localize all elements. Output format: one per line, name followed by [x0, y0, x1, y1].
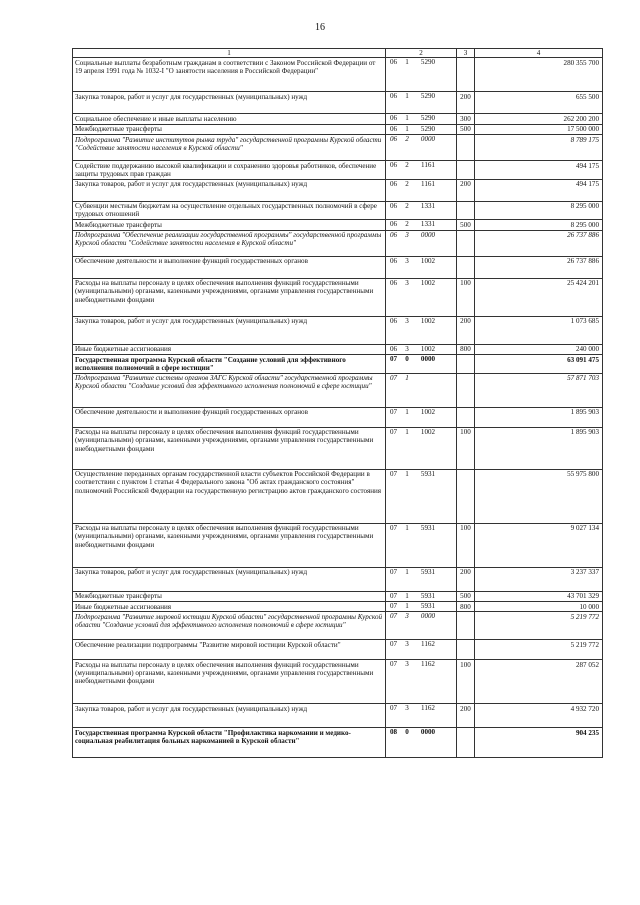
page-number: 16	[315, 22, 325, 33]
code-item: 1002	[420, 427, 436, 436]
row-amount: 8 295 000	[475, 220, 603, 230]
table-row	[73, 591, 603, 601]
row-amount: 57 871 703	[475, 373, 603, 407]
column-header-3: 3	[457, 49, 475, 58]
row-expense-type	[457, 612, 475, 640]
table-row	[73, 704, 603, 728]
code-subsection: 1	[405, 373, 409, 382]
table-row	[73, 58, 603, 92]
code-section: 07	[389, 567, 398, 576]
row-name: Подпрограмма "Развитие институтов рынка труда" государственной программы Курской области "Содействие занятости населения в Курской области"	[73, 134, 386, 160]
table-row	[73, 407, 603, 427]
code-section: 07	[389, 660, 398, 669]
row-code	[386, 567, 457, 591]
row-amount: 904 235	[475, 728, 603, 758]
table-row	[73, 373, 603, 407]
code-section: 06	[389, 278, 398, 287]
table-row	[73, 316, 603, 344]
row-amount: 5 219 772	[475, 612, 603, 640]
row-code	[386, 256, 457, 278]
code-item: 1331	[420, 201, 436, 210]
row-name: Государственная программа Курской области "Создание условий для эффективного исполнения полномочий в сфере юстиции"	[73, 354, 386, 373]
row-amount: 10 000	[475, 601, 603, 611]
code-item: 0000	[420, 230, 436, 239]
code-item: 1161	[421, 160, 435, 169]
row-expense-type	[457, 407, 475, 427]
table-row	[73, 601, 603, 611]
code-subsection: 1	[405, 567, 409, 576]
code-section: 07	[389, 523, 398, 532]
row-expense-type	[457, 160, 475, 179]
code-subsection: 1	[405, 469, 409, 478]
code-subsection: 2	[405, 134, 409, 143]
row-code	[386, 601, 457, 611]
row-code	[386, 316, 457, 344]
row-expense-type: 200	[457, 179, 475, 201]
row-name: Подпрограмма "Обеспечение реализации государственной программы" государственной программы Курской области "Содействие занятости населения в Курской области"	[73, 230, 386, 256]
row-amount: 4 932 720	[475, 704, 603, 728]
row-name: Закупка товаров, работ и услуг для государственных (муниципальных) нужд	[73, 316, 386, 344]
code-subsection: 1	[405, 601, 409, 610]
code-section: 06	[389, 230, 398, 239]
code-item: 1002	[420, 316, 436, 325]
row-name: Иные бюджетные ассигнования	[73, 601, 386, 611]
row-amount: 43 701 329	[475, 591, 603, 601]
table-row	[73, 278, 603, 316]
row-code	[386, 220, 457, 230]
code-item: 5931	[420, 469, 436, 478]
table-row	[73, 567, 603, 591]
code-item: 5931	[420, 523, 436, 532]
row-amount: 26 737 886	[475, 256, 603, 278]
row-code	[386, 660, 457, 704]
row-amount: 9 027 134	[475, 523, 603, 567]
row-code	[386, 407, 457, 427]
row-expense-type	[457, 373, 475, 407]
table-header-row	[73, 49, 603, 58]
row-amount: 262 200 200	[475, 114, 603, 124]
row-code	[386, 58, 457, 92]
row-code	[386, 124, 457, 134]
row-code	[386, 92, 457, 114]
code-section: 07	[389, 612, 398, 621]
code-subsection: 2	[405, 179, 409, 188]
code-subsection: 3	[405, 256, 409, 265]
row-expense-type	[457, 728, 475, 758]
row-expense-type	[457, 230, 475, 256]
row-name: Межбюджетные трансферты	[73, 591, 386, 601]
table-row	[73, 354, 603, 373]
row-code	[386, 201, 457, 220]
table-row	[73, 523, 603, 567]
row-expense-type	[457, 58, 475, 92]
code-section: 07	[389, 427, 398, 436]
code-subsection: 1	[405, 427, 409, 436]
row-expense-type	[457, 256, 475, 278]
row-name: Межбюджетные трансферты	[73, 124, 386, 134]
code-section: 07	[389, 469, 398, 478]
row-name: Социальные выплаты безработным гражданам в соответствии с Законом Российской Федерации от 19 апреля 1991 года № 1032-I "О занятости населения в Российской Федерации"	[73, 58, 386, 92]
code-item: 0000	[420, 612, 436, 621]
code-section: 07	[389, 354, 398, 363]
table-row	[73, 124, 603, 134]
code-item: 1161	[421, 179, 435, 188]
column-header-2: 2	[386, 49, 457, 58]
code-section: 06	[389, 256, 398, 265]
code-item: 1162	[421, 660, 435, 669]
row-name: Обеспечение реализации подпрограммы "Развитие мировой юстиции Курской области"	[73, 640, 386, 660]
row-name: Подпрограмма "Развитие системы органов ЗАГС Курской области" государственной программы Курской области "Создание условий для эффективного исполнения полномочий в сфере юстиции"	[73, 373, 386, 407]
row-expense-type: 200	[457, 316, 475, 344]
row-name: Обеспечение деятельности и выполнение функций государственных органов	[73, 407, 386, 427]
row-expense-type: 100	[457, 278, 475, 316]
code-item: 0000	[420, 354, 436, 363]
row-code	[386, 114, 457, 124]
row-code	[386, 640, 457, 660]
table-row	[73, 92, 603, 114]
code-item: 5931	[420, 591, 436, 600]
row-amount: 8 789 175	[475, 134, 603, 160]
row-code	[386, 373, 457, 407]
table-body	[73, 58, 603, 758]
code-subsection: 3	[405, 704, 409, 713]
row-name: Закупка товаров, работ и услуг для государственных (муниципальных) нужд	[73, 179, 386, 201]
row-name: Осуществление переданных органам государственной власти субъектов Российской Федерации в соответствии с пунктом 1 статьи 4 Федерального закона "Об актах гражданского состояния" полномочий Российской Федерации на государственную регистрацию актов гражданского состояния	[73, 469, 386, 523]
row-name: Содействие поддержанию высокой квалификации и сохранению здоровья работников, обеспечение защиты трудовых прав граждан	[73, 160, 386, 179]
row-expense-type	[457, 134, 475, 160]
row-amount: 8 295 000	[475, 201, 603, 220]
code-section: 07	[389, 601, 398, 610]
code-subsection: 1	[405, 114, 409, 123]
row-amount: 25 424 201	[475, 278, 603, 316]
row-code	[386, 728, 457, 758]
row-expense-type: 800	[457, 344, 475, 354]
row-amount: 287 052	[475, 660, 603, 704]
row-name: Социальное обеспечение и иные выплаты населению	[73, 114, 386, 124]
code-subsection: 3	[405, 316, 409, 325]
code-section: 06	[389, 201, 398, 210]
row-name: Иные бюджетные ассигнования	[73, 344, 386, 354]
table-row	[73, 230, 603, 256]
code-section: 07	[389, 591, 398, 600]
code-section: 06	[389, 92, 398, 101]
code-subsection: 3	[405, 640, 409, 649]
table-row	[73, 427, 603, 469]
code-item: 1331	[420, 220, 436, 229]
code-subsection: 0	[405, 728, 409, 737]
row-amount: 494 175	[475, 160, 603, 179]
code-subsection: 2	[405, 220, 409, 229]
row-name: Государственная программа Курской области "Профилактика наркомании и медико-социальная реабилитация больных наркоманией в Курской области"	[73, 728, 386, 758]
code-item: 5931	[420, 601, 436, 610]
code-section: 07	[389, 704, 398, 713]
row-expense-type: 500	[457, 591, 475, 601]
table-row	[73, 612, 603, 640]
row-code	[386, 230, 457, 256]
code-subsection: 1	[405, 92, 409, 101]
code-item: 1162	[421, 640, 435, 649]
code-section: 06	[389, 124, 398, 133]
row-code	[386, 704, 457, 728]
row-amount: 55 975 800	[475, 469, 603, 523]
row-code	[386, 160, 457, 179]
code-section: 06	[389, 316, 398, 325]
row-code	[386, 354, 457, 373]
row-amount: 63 091 475	[475, 354, 603, 373]
row-amount: 1 073 685	[475, 316, 603, 344]
column-header-1: 1	[73, 49, 386, 58]
row-amount: 26 737 886	[475, 230, 603, 256]
code-section: 06	[389, 134, 398, 143]
code-item: 1002	[420, 256, 436, 265]
row-expense-type	[457, 354, 475, 373]
code-subsection: 3	[405, 278, 409, 287]
row-amount: 240 000	[475, 344, 603, 354]
row-expense-type: 100	[457, 523, 475, 567]
row-name: Закупка товаров, работ и услуг для государственных (муниципальных) нужд	[73, 567, 386, 591]
row-name: Закупка товаров, работ и услуг для государственных (муниципальных) нужд	[73, 92, 386, 114]
code-item: 0000	[420, 728, 436, 737]
code-subsection: 2	[405, 160, 409, 169]
code-subsection: 3	[405, 230, 409, 239]
code-item: 5290	[420, 114, 436, 123]
table-row	[73, 640, 603, 660]
row-name: Расходы на выплаты персоналу в целях обеспечения выполнения функций государственными (муниципальными) органами, казенными учреждениями, органами управления государственными внебюджетными фондами	[73, 660, 386, 704]
row-name: Обеспечение деятельности и выполнение функций государственных органов	[73, 256, 386, 278]
column-header-4: 4	[475, 49, 603, 58]
row-code	[386, 591, 457, 601]
code-item: 5290	[420, 124, 436, 133]
row-code	[386, 134, 457, 160]
row-expense-type	[457, 201, 475, 220]
row-code	[386, 344, 457, 354]
table-row	[73, 220, 603, 230]
table-row	[73, 134, 603, 160]
row-amount: 494 175	[475, 179, 603, 201]
row-name: Расходы на выплаты персоналу в целях обеспечения выполнения функций государственными (муниципальными) органами, казенными учреждениями, органами управления государственными внебюджетными фондами	[73, 427, 386, 469]
code-subsection: 1	[405, 124, 409, 133]
code-section: 06	[389, 220, 398, 229]
code-subsection: 3	[405, 660, 409, 669]
row-name: Межбюджетные трансферты	[73, 220, 386, 230]
row-code	[386, 179, 457, 201]
row-expense-type: 200	[457, 704, 475, 728]
code-section: 08	[389, 728, 398, 737]
row-amount: 3 237 337	[475, 567, 603, 591]
row-code	[386, 612, 457, 640]
row-expense-type	[457, 640, 475, 660]
code-section: 06	[389, 179, 398, 188]
code-section: 06	[389, 344, 398, 353]
code-subsection: 1	[405, 407, 409, 416]
code-subsection: 3	[405, 344, 409, 353]
row-name: Закупка товаров, работ и услуг для государственных (муниципальных) нужд	[73, 704, 386, 728]
row-name: Расходы на выплаты персоналу в целях обеспечения выполнения функций государственными (муниципальными) органами, казенными учреждениями, органами управления государственными внебюджетными фондами	[73, 278, 386, 316]
row-expense-type	[457, 469, 475, 523]
code-section: 07	[389, 373, 398, 382]
code-item	[413, 374, 443, 382]
code-item: 5931	[420, 567, 436, 576]
code-subsection: 3	[405, 612, 409, 621]
code-subsection: 1	[405, 523, 409, 532]
row-amount: 280 355 700	[475, 58, 603, 92]
code-item: 5290	[420, 92, 436, 101]
code-subsection: 2	[405, 201, 409, 210]
row-amount: 1 895 903	[475, 427, 603, 469]
row-amount: 5 219 772	[475, 640, 603, 660]
row-code	[386, 469, 457, 523]
code-item: 5290	[420, 58, 436, 67]
row-name: Подпрограмма "Развитие мировой юстиции Курской области" государственной программы Курской области "Создание условий для эффективного исполнения полномочий в сфере юстиции"	[73, 612, 386, 640]
row-amount: 655 500	[475, 92, 603, 114]
budget-table	[72, 48, 603, 758]
table-row	[73, 201, 603, 220]
row-name: Субвенции местным бюджетам на осуществление отдельных государственных полномочий в сфере трудовых отношений	[73, 201, 386, 220]
code-section: 06	[389, 58, 398, 67]
table-row	[73, 728, 603, 758]
row-amount: 1 895 903	[475, 407, 603, 427]
row-expense-type: 800	[457, 601, 475, 611]
table-row	[73, 256, 603, 278]
table-row	[73, 344, 603, 354]
code-subsection: 1	[405, 591, 409, 600]
code-item: 0000	[420, 134, 436, 143]
code-item: 1002	[420, 278, 436, 287]
row-expense-type: 100	[457, 660, 475, 704]
row-code	[386, 427, 457, 469]
code-section: 06	[389, 114, 398, 123]
row-name: Расходы на выплаты персоналу в целях обеспечения выполнения функций государственными (муниципальными) органами, казенными учреждениями, органами управления государственными внебюджетными фондами	[73, 523, 386, 567]
row-amount: 17 500 000	[475, 124, 603, 134]
code-item: 1002	[420, 344, 436, 353]
row-code	[386, 523, 457, 567]
row-expense-type: 200	[457, 92, 475, 114]
row-expense-type: 300	[457, 114, 475, 124]
code-item: 1002	[420, 407, 436, 416]
table-row	[73, 160, 603, 179]
code-section: 06	[389, 160, 398, 169]
row-expense-type: 500	[457, 124, 475, 134]
row-expense-type: 500	[457, 220, 475, 230]
code-section: 07	[389, 407, 398, 416]
table-row	[73, 179, 603, 201]
row-expense-type: 200	[457, 567, 475, 591]
code-item: 1162	[421, 704, 435, 713]
table-row	[73, 660, 603, 704]
code-subsection: 0	[405, 354, 409, 363]
code-section: 07	[389, 640, 398, 649]
table-row	[73, 469, 603, 523]
code-subsection: 1	[405, 58, 409, 67]
table-row	[73, 114, 603, 124]
row-expense-type: 100	[457, 427, 475, 469]
row-code	[386, 278, 457, 316]
